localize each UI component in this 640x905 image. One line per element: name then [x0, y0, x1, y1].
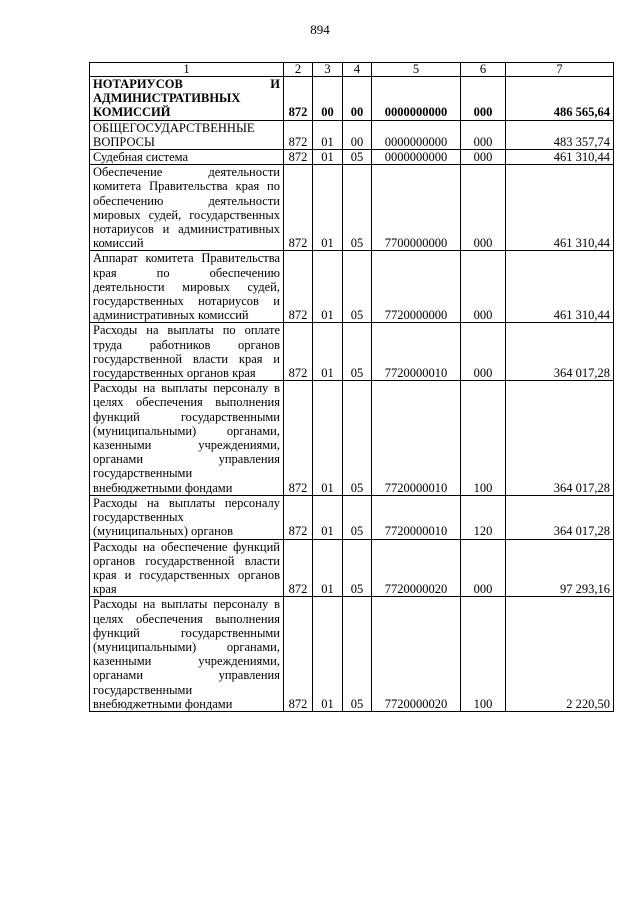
- row-name-cell: Расходы на выплаты по оплате труда работников органов государственной власти края и государственных органов края: [90, 323, 284, 381]
- section-code-cell: 01: [313, 381, 343, 496]
- expense-type-code-cell: 000: [461, 165, 506, 251]
- section-code-cell: 01: [313, 120, 343, 149]
- target-item-code-cell: 7700000000: [372, 165, 461, 251]
- column-header: 7: [506, 63, 614, 77]
- row-name-cell: Расходы на обеспечение функций органов государственной власти края и государственных органов края: [90, 539, 284, 597]
- target-item-code-cell: 7720000020: [372, 539, 461, 597]
- amount-cell: 461 310,44: [506, 251, 614, 323]
- subsection-code-cell: 05: [343, 381, 372, 496]
- department-code-cell: 872: [284, 495, 313, 539]
- target-item-code-cell: 7720000010: [372, 495, 461, 539]
- subsection-code-cell: 05: [343, 150, 372, 165]
- table-row: [90, 77, 614, 121]
- amount-cell: 97 293,16: [506, 539, 614, 597]
- section-code-cell: 01: [313, 323, 343, 381]
- table-row: [90, 120, 614, 149]
- amount-cell: 483 357,74: [506, 120, 614, 149]
- column-header: 5: [372, 63, 461, 77]
- amount-cell: 364 017,28: [506, 381, 614, 496]
- subsection-code-cell: 05: [343, 495, 372, 539]
- department-code-cell: 872: [284, 165, 313, 251]
- target-item-code-cell: 7720000020: [372, 597, 461, 712]
- department-code-cell: 872: [284, 323, 313, 381]
- section-code-cell: 00: [313, 77, 343, 121]
- row-name-cell: Расходы на выплаты персоналу в целях обеспечения выполнения функций государственными (муниципальными) органами, казенными учреждениями, органами управления государственными внебюджетными фондами: [90, 381, 284, 496]
- subsection-code-cell: 05: [343, 251, 372, 323]
- department-code-cell: 872: [284, 150, 313, 165]
- department-code-cell: 872: [284, 597, 313, 712]
- subsection-code-cell: 00: [343, 120, 372, 149]
- row-name-cell: Судебная система: [90, 150, 284, 165]
- subsection-code-cell: 05: [343, 539, 372, 597]
- amount-cell: 364 017,28: [506, 323, 614, 381]
- section-code-cell: 01: [313, 165, 343, 251]
- table-row: [90, 495, 614, 539]
- row-name-cell: Расходы на выплаты персоналу в целях обеспечения выполнения функций государственными (муниципальными) органами, казенными учреждениями, органами управления государственными внебюджетными фондами: [90, 597, 284, 712]
- table-row: [90, 323, 614, 381]
- row-name-cell: Обеспечение деятельности комитета Правительства края по обеспечению деятельности мировых судей, государственных нотариусов и административных комиссий: [90, 165, 284, 251]
- subsection-code-cell: 05: [343, 165, 372, 251]
- expense-type-code-cell: 100: [461, 597, 506, 712]
- section-code-cell: 01: [313, 150, 343, 165]
- budget-table: [89, 62, 614, 712]
- expense-type-code-cell: 000: [461, 150, 506, 165]
- column-header: 3: [313, 63, 343, 77]
- subsection-code-cell: 05: [343, 597, 372, 712]
- department-code-cell: 872: [284, 77, 313, 121]
- expense-type-code-cell: 000: [461, 77, 506, 121]
- amount-cell: 486 565,64: [506, 77, 614, 121]
- row-name-cell: ОБЩЕГОСУДАРСТВЕННЫЕ ВОПРОСЫ: [90, 120, 284, 149]
- section-code-cell: 01: [313, 251, 343, 323]
- amount-cell: 461 310,44: [506, 150, 614, 165]
- department-code-cell: 872: [284, 381, 313, 496]
- expense-type-code-cell: 000: [461, 251, 506, 323]
- target-item-code-cell: 7720000010: [372, 381, 461, 496]
- table-row: [90, 251, 614, 323]
- department-code-cell: 872: [284, 251, 313, 323]
- table-row: [90, 597, 614, 712]
- section-code-cell: 01: [313, 539, 343, 597]
- expense-type-code-cell: 000: [461, 120, 506, 149]
- target-item-code-cell: 7720000010: [372, 323, 461, 381]
- target-item-code-cell: 0000000000: [372, 150, 461, 165]
- table-row: [90, 165, 614, 251]
- column-header: 1: [90, 63, 284, 77]
- column-header: 2: [284, 63, 313, 77]
- column-header: 4: [343, 63, 372, 77]
- row-name-cell: Расходы на выплаты персоналу государственных (муниципальных) органов: [90, 495, 284, 539]
- section-code-cell: 01: [313, 495, 343, 539]
- amount-cell: 461 310,44: [506, 165, 614, 251]
- target-item-code-cell: 7720000000: [372, 251, 461, 323]
- row-name-cell: Аппарат комитета Правительства края по обеспечению деятельности мировых судей, государственных нотариусов и административных комиссий: [90, 251, 284, 323]
- table-row: [90, 381, 614, 496]
- expense-type-code-cell: 000: [461, 539, 506, 597]
- subsection-code-cell: 05: [343, 323, 372, 381]
- department-code-cell: 872: [284, 120, 313, 149]
- expense-type-code-cell: 120: [461, 495, 506, 539]
- row-name-cell: НОТАРИУСОВ И АДМИНИСТРАТИВНЫХ КОМИССИЙ: [90, 77, 284, 121]
- expense-type-code-cell: 100: [461, 381, 506, 496]
- amount-cell: 364 017,28: [506, 495, 614, 539]
- target-item-code-cell: 0000000000: [372, 120, 461, 149]
- table-header-row: [90, 63, 614, 77]
- expense-type-code-cell: 000: [461, 323, 506, 381]
- page-number: 894: [310, 22, 330, 37]
- table-row: [90, 539, 614, 597]
- subsection-code-cell: 00: [343, 77, 372, 121]
- table-row: [90, 150, 614, 165]
- column-header: 6: [461, 63, 506, 77]
- amount-cell: 2 220,50: [506, 597, 614, 712]
- target-item-code-cell: 0000000000: [372, 77, 461, 121]
- section-code-cell: 01: [313, 597, 343, 712]
- department-code-cell: 872: [284, 539, 313, 597]
